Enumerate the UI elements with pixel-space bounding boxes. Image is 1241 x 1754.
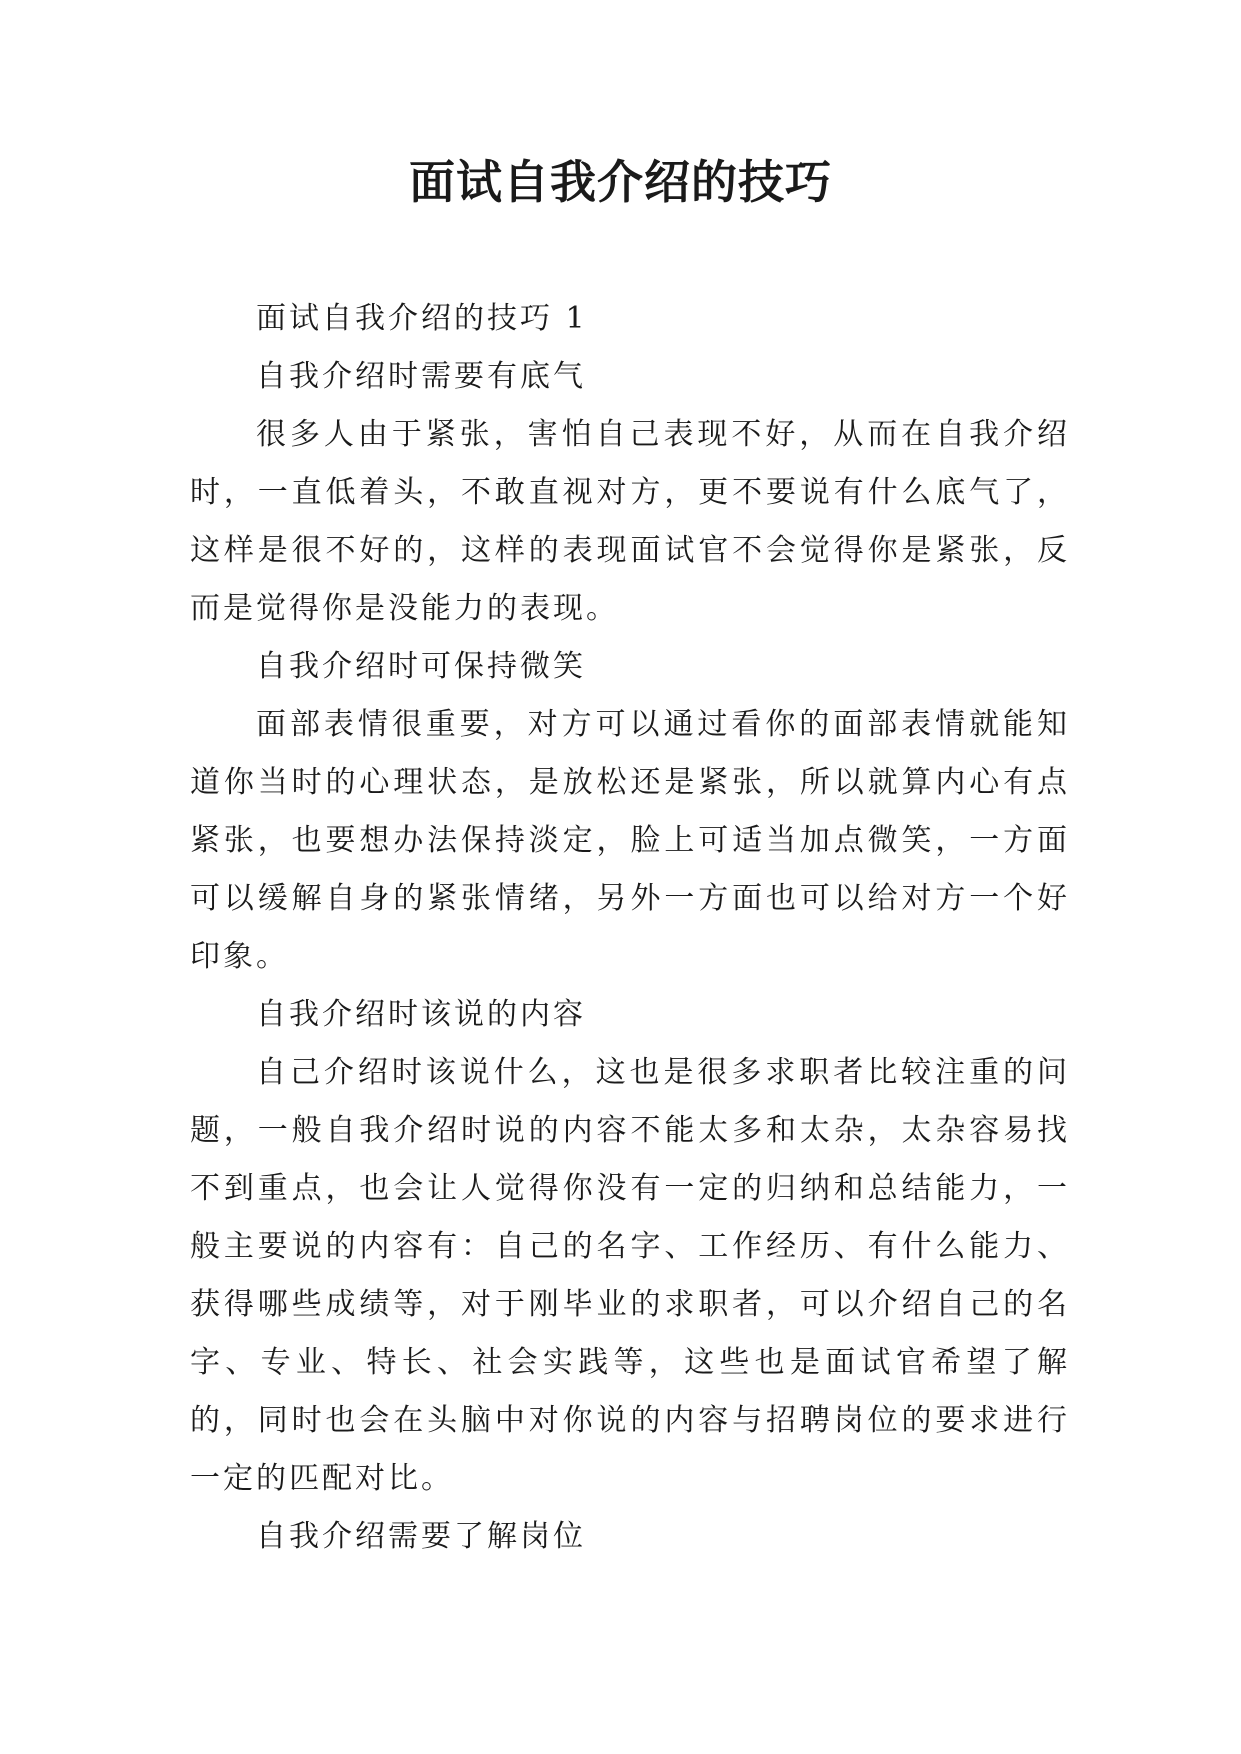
section-heading: 面试自我介绍的技巧 1 [256,301,588,336]
subheading: 自我介绍需要了解岗位 [256,1519,586,1554]
body-paragraph: 自己介绍时该说什么，这也是很多求职者比较注重的问题，一般自我介绍时说的内容不能太多和太杂，太杂容易找不到重点，也会让人觉得你没有一定的归纳和总结能力，一般主要说的内容有：自己的名字、工作经历、有什么能力、获得哪些成绩等，对于刚毕业的求职者，可以介绍自己的名字、专业、特长、社会实践等，这些也是面试官希望了解的，同时也会在头脑中对你说的内容与招聘岗位的要求进行一定的匹配对比。 [190,1055,1070,1496]
body-paragraph: 很多人由于紧张，害怕自己表现不好，从而在自我介绍时，一直低着头，不敢直视对方，更不要说有什么底气了，这样是很不好的，这样的表现面试官不会觉得你是紧张，反而是觉得你是没能力的表现。 [190,417,1070,626]
document-body [190,290,1070,1566]
subheading: 自我介绍时需要有底气 [256,359,586,394]
body-paragraph: 面部表情很重要，对方可以通过看你的面部表情就能知道你当时的心理状态，是放松还是紧张，所以就算内心有点紧张，也要想办法保持淡定，脸上可适当加点微笑，一方面可以缓解自身的紧张情绪，另外一方面也可以给对方一个好印象。 [190,707,1070,974]
subheading: 自我介绍时该说的内容 [256,997,586,1032]
document-title: 面试自我介绍的技巧 [409,155,832,209]
subheading: 自我介绍时可保持微笑 [256,649,586,684]
